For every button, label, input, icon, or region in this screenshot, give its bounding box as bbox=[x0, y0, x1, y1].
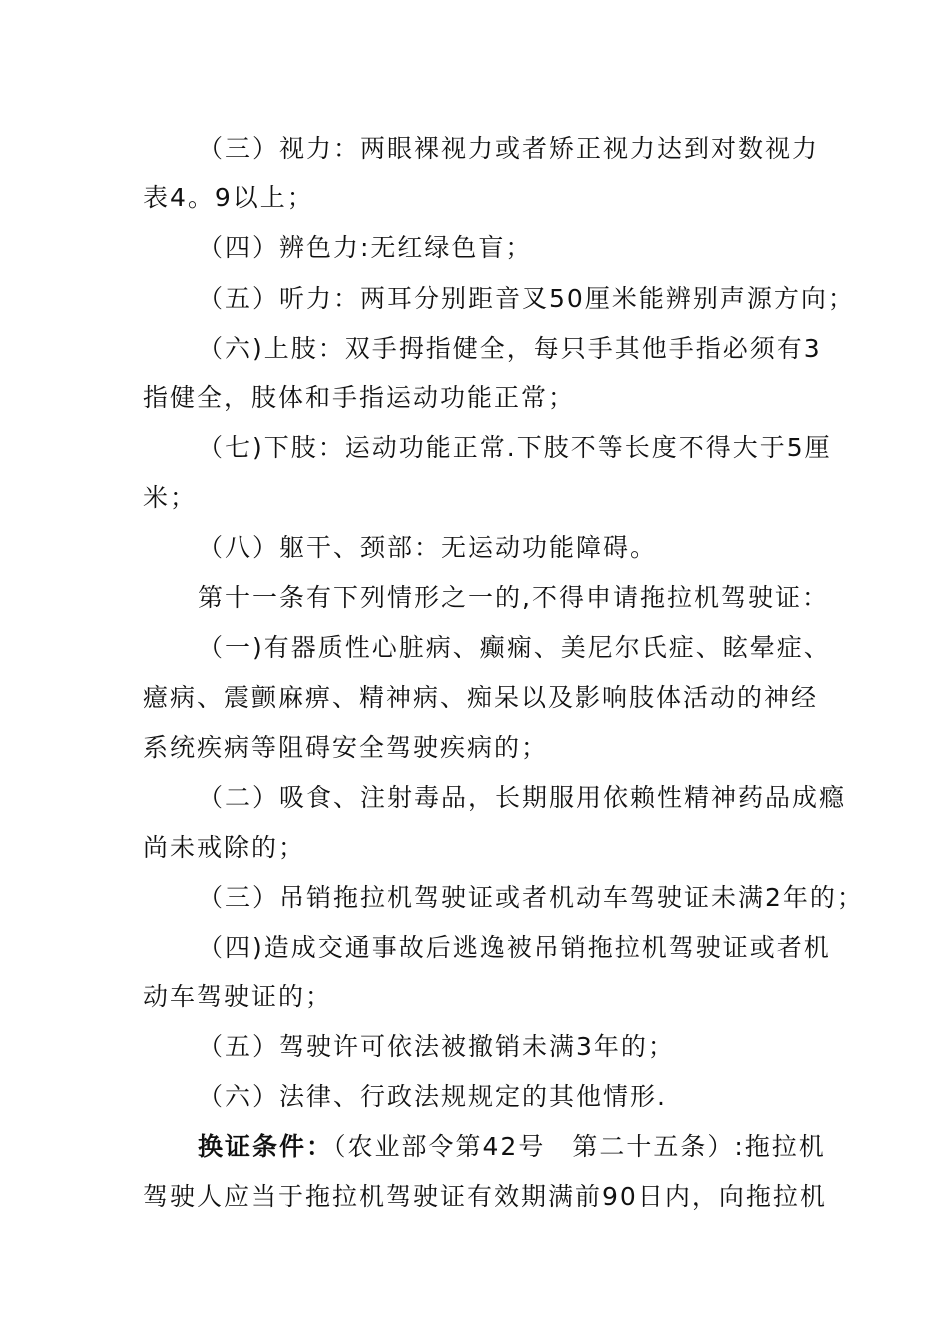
text-line bbox=[198, 1130, 826, 1164]
text-line: 指健全，肢体和手指运动功能正常； bbox=[143, 383, 576, 412]
text-line: （六)上肢：双手拇指健全，每只手其他手指必须有3 bbox=[198, 334, 822, 363]
text-line: （二）吸食、注射毒品，长期服用依赖性精神药品成瘾 bbox=[198, 783, 847, 812]
text-line: 米； bbox=[143, 483, 198, 512]
text-line: 癔病、震颤麻痹、精神病、痴呆以及影响肢体活动的神经 bbox=[143, 683, 819, 712]
text-line: 尚未戒除的； bbox=[143, 833, 306, 862]
text-line: 表4。9以上； bbox=[143, 183, 314, 212]
text-line: 动车驾驶证的； bbox=[143, 982, 333, 1011]
text-line: （五）听力：两耳分别距音叉50厘米能辨别声源方向； bbox=[198, 284, 855, 313]
text-line: （三）吊销拖拉机驾驶证或者机动车驾驶证未满2年的； bbox=[198, 883, 864, 912]
text-line: 第十一条有下列情形之一的,不得申请拖拉机驾驶证： bbox=[198, 583, 829, 612]
text-line: （四）辨色力:无红绿色盲； bbox=[198, 233, 533, 262]
text-line: （八）躯干、颈部：无运动功能障碍。 bbox=[198, 533, 658, 562]
text-line: （七)下肢：运动功能正常.下肢不等长度不得大于5厘 bbox=[198, 433, 832, 462]
text-line: 系统疾病等阻碍安全驾驶疾病的； bbox=[143, 733, 549, 762]
bold-label: 换证条件： bbox=[198, 1132, 334, 1161]
text-run: （农业部令第42号 第二十五条）:拖拉机 bbox=[333, 1132, 826, 1161]
text-line: （五）驾驶许可依法被撤销未满3年的； bbox=[198, 1032, 675, 1061]
text-line: （六）法律、行政法规规定的其他情形. bbox=[198, 1082, 667, 1111]
text-line: （三）视力：两眼裸视力或者矫正视力达到对数视力 bbox=[198, 134, 820, 163]
text-line: 驾驶人应当于拖拉机驾驶证有效期满前90日内，向拖拉机 bbox=[143, 1182, 827, 1211]
text-line: （一)有器质性心脏病、癫痫、美尼尔氏症、眩晕症、 bbox=[198, 633, 831, 662]
text-line: （四)造成交通事故后逃逸被吊销拖拉机驾驶证或者机 bbox=[198, 933, 831, 962]
